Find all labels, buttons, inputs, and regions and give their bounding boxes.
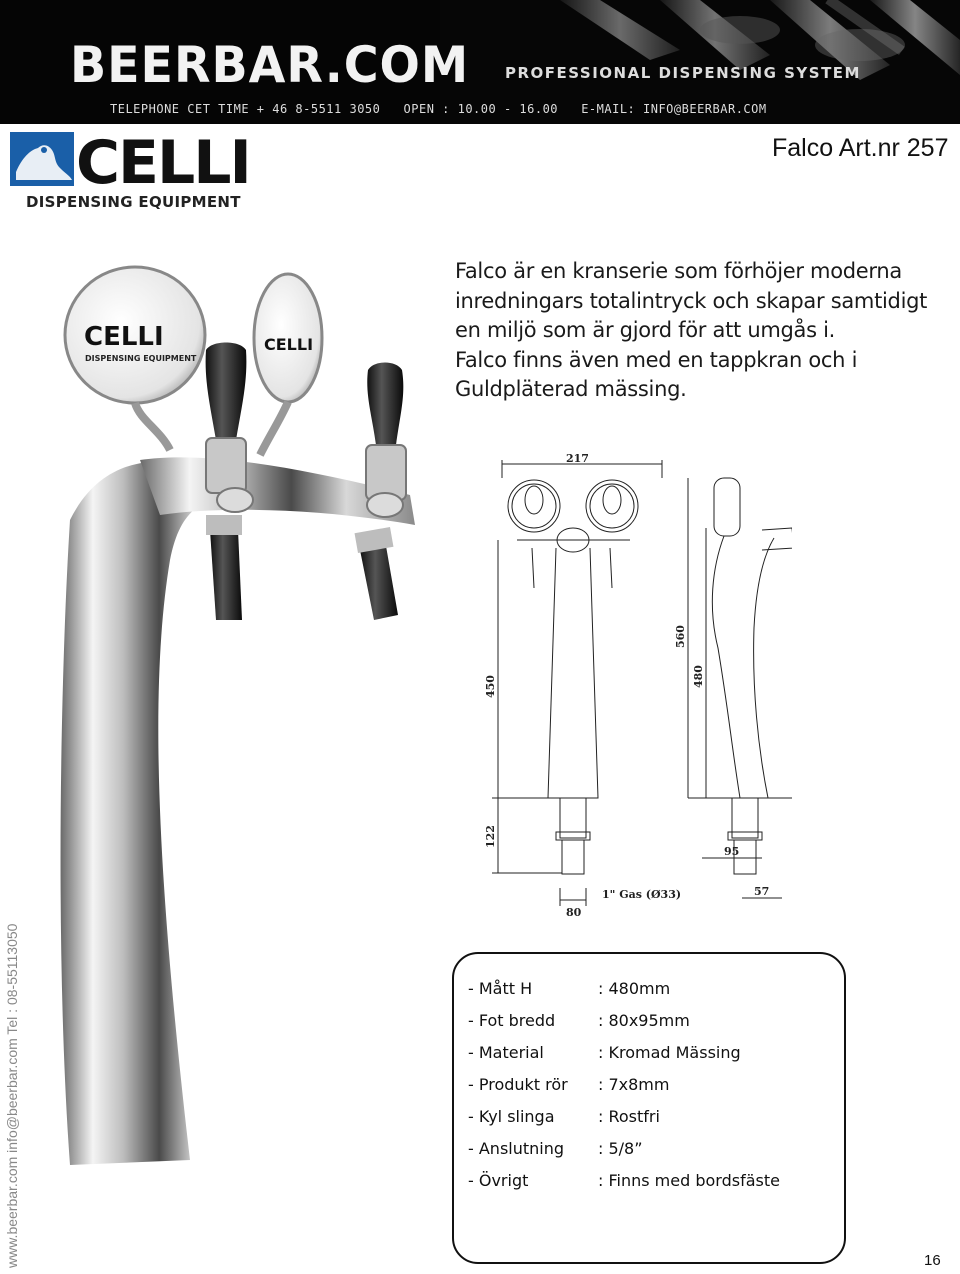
spec-row (468, 1106, 844, 1138)
dim-depth: 95 (724, 845, 740, 858)
dim-height-body: 480 (692, 665, 705, 688)
dim-offset: 57 (754, 885, 770, 898)
svg-text:CELLI: CELLI (264, 335, 314, 354)
spec-value: : 7x8mm (598, 1075, 670, 1094)
brand-name: BEERBAR.COM (70, 36, 470, 94)
article-number: Falco Art.nr 257 (772, 134, 949, 162)
page-number: 16 (924, 1252, 941, 1269)
spec-label: - Produkt rör (468, 1075, 568, 1094)
contact-info: TELEPHONE CET TIME + 46 8-5511 3050 OPEN : 10.00 - 16.00 E-MAIL: INFO@BEERBAR.COM (110, 102, 767, 116)
spec-row (468, 1170, 844, 1202)
spec-label: - Fot bredd (468, 1011, 556, 1030)
spec-label: - Anslutning (468, 1139, 565, 1158)
dim-base: 80 (566, 906, 582, 919)
spec-row (468, 978, 844, 1010)
spec-label: - Material (468, 1043, 544, 1062)
side-contact-text: www.beerbar.com info@beerbar.com Tel : 08-55113050 (4, 923, 20, 1268)
dim-height-total: 560 (674, 625, 687, 648)
spec-label: - Kyl slinga (468, 1107, 555, 1126)
logo-subtitle: DISPENSING EQUIPMENT (26, 193, 241, 211)
svg-text:CELLI: CELLI (84, 322, 164, 352)
tagline: PROFESSIONAL DISPENSING SYSTEM (505, 64, 861, 82)
product-description (455, 257, 935, 405)
dim-height-front: 450 (484, 675, 497, 698)
spec-label: - Mått H (468, 979, 533, 998)
technical-drawing (462, 448, 792, 928)
spec-value: : Rostfri (598, 1107, 660, 1126)
spec-row (468, 1010, 844, 1042)
product-photo (30, 260, 450, 1180)
specifications-box (452, 952, 846, 1264)
spec-row (468, 1138, 844, 1170)
spec-label: - Övrigt (468, 1171, 529, 1190)
spec-value: : Kromad Mässing (598, 1043, 741, 1062)
dim-gas: 1" Gas (Ø33) (602, 888, 682, 901)
spec-row (468, 1042, 844, 1074)
svg-text:DISPENSING EQUIPMENT: DISPENSING EQUIPMENT (85, 354, 197, 363)
spec-value: : 80x95mm (598, 1011, 690, 1030)
dim-height-pipe: 122 (484, 825, 497, 848)
dim-width-top: 217 (566, 452, 589, 465)
description-paragraph: Falco finns även med en tappkran och i Guldpläterad mässing. (455, 347, 858, 401)
description-paragraph: Falco är en kranserie som förhöjer moderna inredningars totalintryck och skapar samtidigt en miljö som är gjord för att umgås i. (455, 259, 928, 342)
spec-row (468, 1074, 844, 1106)
header-banner (0, 0, 960, 124)
spec-value: : 5/8” (598, 1139, 643, 1158)
spec-value: : 480mm (598, 979, 671, 998)
spec-value: : Finns med bordsfäste (598, 1171, 780, 1190)
svg-text:CELLI: CELLI (76, 128, 250, 198)
